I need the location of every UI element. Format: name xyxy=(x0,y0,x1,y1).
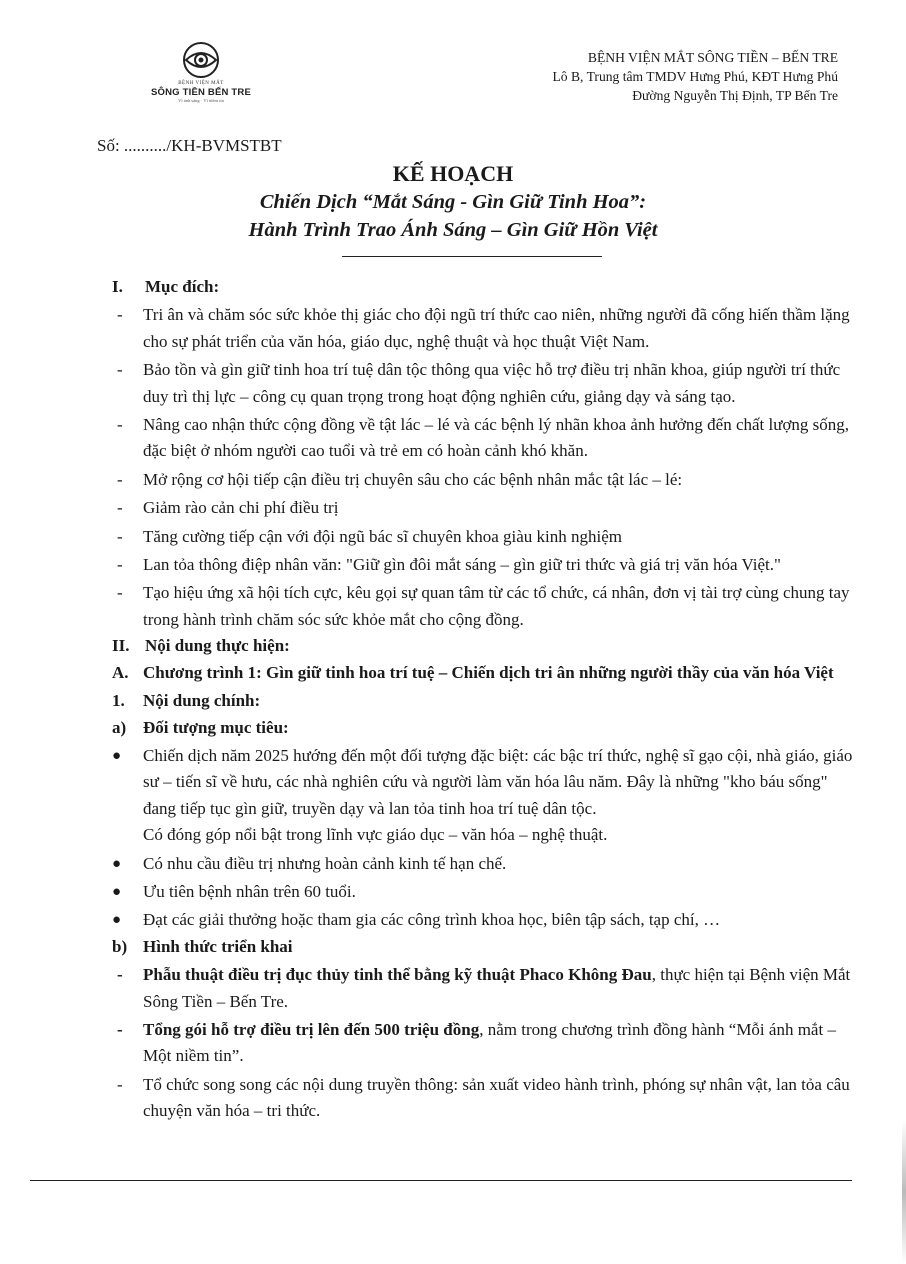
bullet-icon: ● xyxy=(112,855,122,872)
section-marker: I. xyxy=(112,277,123,296)
purpose-item: - Tăng cường tiếp cận với đội ngũ bác sĩ chuyên khoa giàu kinh nghiệm xyxy=(117,526,622,546)
purpose-item: - Giảm rào cản chi phí điều trị xyxy=(117,498,339,518)
bullet-icon: ● xyxy=(112,883,122,900)
deployment-item: - Tổ chức song song các nội dung truyền thông: sản xuất video hành trình, phóng sự nhân vật, lan tỏa câu chuyện văn hóa – tri thức. xyxy=(117,1074,850,1121)
logo-tagline: Vì ánh sáng · Vì niềm tin xyxy=(178,98,224,103)
logo-name: SÔNG TIỀN BẾN TRE xyxy=(151,87,251,98)
title-divider xyxy=(342,256,602,257)
hospital-logo xyxy=(146,40,256,120)
hospital-address-line-2: Đường Nguyễn Thị Định, TP Bến Tre xyxy=(632,88,838,103)
deployment-heading: b) Hình thức triển khai xyxy=(112,936,293,956)
section-2-heading xyxy=(0,633,906,659)
document-body xyxy=(0,272,906,1125)
section-heading-text: Nội dung thực hiện: xyxy=(145,636,290,656)
purpose-item: - Tạo hiệu ứng xã hội tích cực, kêu gọi sự quan tâm từ các tổ chức, cá nhân, đơn vị tài trợ cùng chung tay trong hành trình chăm sóc sức khỏe mắt cho cộng đồng. xyxy=(117,583,850,629)
hospital-name: BỆNH VIỆN MẮT SÔNG TIỀN – BẾN TRE xyxy=(587,50,838,65)
title-line-2: Chiến Dịch “Mắt Sáng - Gìn Giữ Tinh Hoa”: xyxy=(259,191,647,213)
document-title xyxy=(0,160,906,244)
target-bullet: ● Chiến dịch năm 2025 hướng đến một đối tượng đặc biệt: các bậc trí thức, nghệ sĩ gạo cội, nhà giáo, giáo sư – tiến sĩ về hưu, các nhà nghiên cứu và người làm văn hóa lâu năm. Đây là những "kho báu sống" đang tiếp tục gìn giữ, truyền dạy và lan tỏa tinh hoa trí tuệ dân tộc. xyxy=(0,743,906,822)
footer-divider xyxy=(30,1180,852,1181)
target-bullet: ● Ưu tiên bệnh nhân trên 60 tuổi. xyxy=(0,879,906,905)
bullet-icon: ● xyxy=(112,912,122,929)
hospital-address-line-1: Lô B, Trung tâm TMDV Hưng Phú, KĐT Hưng Phú xyxy=(552,69,838,84)
section-heading-text: Mục đích: xyxy=(145,277,220,296)
deployment-item: - Phẫu thuật điều trị đục thủy tinh thể bằng kỹ thuật Phaco Không Đau, thực hiện tại Bệnh viện Mắt Sông Tiền – Bến Tre. xyxy=(117,965,851,1011)
section-marker: II. xyxy=(112,636,130,656)
purpose-item: - Bảo tồn và gìn giữ tinh hoa trí tuệ dân tộc thông qua việc hỗ trợ điều trị nhãn khoa, giúp người trí thức duy trì thị lực – công cụ quan trọng trong hoạt động nghiên cứu, giảng dạy và sáng tạo. xyxy=(117,360,841,406)
purpose-item: - Lan tỏa thông điệp nhân văn: "Giữ gìn đôi mắt sáng – gìn giữ tri thức và giá trị văn hóa Việt." xyxy=(117,555,781,575)
main-content-heading: 1. Nội dung chính: xyxy=(112,691,261,711)
hospital-address-block xyxy=(552,48,838,105)
target-bullet: ● Đạt các giải thưởng hoặc tham gia các công trình khoa học, biên tập sách, tạp chí, … xyxy=(0,907,906,933)
title-line-3: Hành Trình Trao Ánh Sáng – Gìn Giữ Hồn Việt xyxy=(248,219,658,241)
scan-edge xyxy=(902,1120,906,1264)
purpose-item: - Mở rộng cơ hội tiếp cận điều trị chuyên sâu cho các bệnh nhân mắc tật lác – lé: xyxy=(117,469,683,489)
section-1-heading xyxy=(0,274,906,300)
target-bullet: ● Có nhu cầu điều trị nhưng hoàn cảnh kinh tế hạn chế. xyxy=(0,851,906,877)
program-heading: A. Chương trình 1: Gìn giữ tinh hoa trí tuệ – Chiến dịch tri ân những người thầy của văn hóa Việt xyxy=(112,662,834,682)
deployment-item: - Tổng gói hỗ trợ điều trị lên đến 500 triệu đồng, nằm trong chương trình đồng hành “Mỗi ánh mắt – Một niềm tin”. xyxy=(117,1019,836,1066)
logo-small-text: BỆNH VIỆN MẮT xyxy=(178,81,224,86)
target-bullet-continuation: Có đóng góp nổi bật trong lĩnh vực giáo dục – văn hóa – nghệ thuật. xyxy=(143,825,608,845)
bullet-icon: ● xyxy=(112,747,122,764)
target-heading: a) Đối tượng mục tiêu: xyxy=(112,717,289,737)
purpose-item: - Tri ân và chăm sóc sức khỏe thị giác cho đội ngũ trí thức cao niên, những người đã cống hiến thầm lặng cho sự phát triển của văn hóa, giáo dục, nghệ thuật và học thuật Việt Nam. xyxy=(117,305,850,351)
eye-logo-icon xyxy=(178,40,224,80)
purpose-item: - Nâng cao nhận thức cộng đồng về tật lác – lé và các bệnh lý nhãn khoa ảnh hưởng đến chất lượng sống, đặc biệt ở nhóm người cao tuổi và trẻ em có hoàn cảnh khó khăn. xyxy=(117,415,850,461)
title-main: KẾ HOẠCH xyxy=(392,161,514,186)
document-number: Số: ........../KH-BVMSTBT xyxy=(97,136,282,155)
